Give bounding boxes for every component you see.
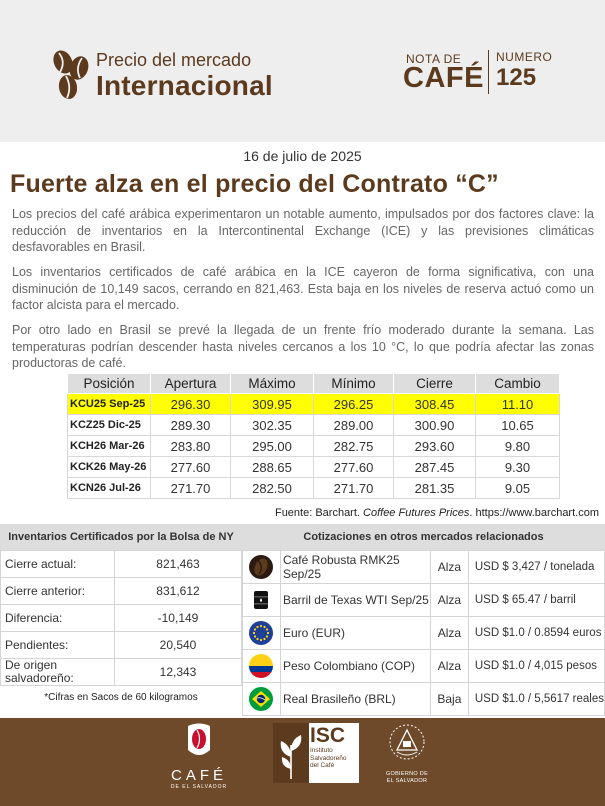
market-name: Peso Colombiano (COP) [280,650,430,683]
inventory-label: Diferencia: [1,605,115,632]
market-name: Euro (EUR) [280,617,430,650]
isc-name-line3: del Café [310,762,335,769]
nota-label: NOTA DE [406,52,462,66]
table-row [243,584,605,617]
eu-flag-icon [249,621,273,645]
gobierno-line1: GOBIERNO DE [385,771,429,777]
inventory-panel [0,524,242,718]
column-header: Apertura [151,374,231,394]
coffee-beans-logo-icon [48,46,92,102]
brand-title-line1: Precio del mercado [96,50,252,70]
column-header: Cierre [394,374,476,394]
market-trend: Alza [430,650,468,683]
table-row [68,394,560,415]
table-cell: 283.80 [151,436,231,457]
market-price: USD $1.0 / 4,015 pesos [468,650,604,683]
brand-title-line2: Internacional [96,70,273,101]
futures-price-table [67,373,560,499]
market-trend: Alza [430,551,468,584]
footer-cafe-text: CAFÉ [170,767,227,784]
cafe-label: CAFÉ [403,62,484,94]
inventory-label: Cierre anterior: [1,578,115,605]
table-cell: 296.25 [314,394,394,415]
paragraph-3: Por otro lado en Brasil se prevé la llegada de un frente frío moderado durante la semana. Las temperaturas podrían descender hasta niveles cercanos a los 10 °C, lo que podría afectar las zonas productoras de café. [12,323,594,370]
source-title: Coffee Futures Prices [363,507,470,519]
inventory-value: 831,612 [115,578,242,605]
coffee-bean-icon [249,555,273,579]
column-header: Cambio [476,374,560,394]
table-cell: 277.60 [314,457,394,478]
position-cell: KCU25 Sep-25 [68,394,151,415]
table-header-row [68,374,560,394]
inventory-value: -10,149 [115,605,242,632]
oil-barrel-icon [249,588,273,612]
table-cell: 289.00 [314,415,394,436]
inventory-label: Cierre actual: [1,551,115,578]
table-cell: 277.60 [151,457,231,478]
isc-name-line2: Salvadoreño [310,754,347,762]
table-cell: 295.00 [231,436,314,457]
market-trend: Alza [430,617,468,650]
table-row [68,415,560,436]
table-row [1,551,242,578]
cafe-bean-mark-icon [184,722,214,760]
inventory-label: Pendientes: [1,632,115,659]
table-row [1,632,242,659]
footer-cafe-subtext: DE EL SALVADOR [170,784,228,790]
table-row [243,617,605,650]
isc-name-line1: Instituto [310,747,333,754]
gobierno-logo [380,722,434,802]
header-divider [488,50,489,94]
paragraph-1: Los precios del café arábica experimentaron un notable aumento, impulsados por dos factores clave: la reducción de inventarios en la Intercontinental Exchange (ICE) y las previsiones climáticas desfavorables en Brasil. [12,207,594,254]
cafe-el-salvador-logo [170,722,228,800]
isc-acronym: ISC [310,724,346,747]
colombia-flag-icon [249,654,273,678]
market-price: USD $1.0 / 0.8594 euros [468,617,604,650]
table-row [243,551,605,584]
table-cell: 9.30 [476,457,560,478]
table-cell: 289.30 [151,415,231,436]
market-price: USD $ 65.47 / barril [468,584,604,617]
inventory-value: 821,463 [115,551,242,578]
table-cell: 9.05 [476,478,560,499]
inventory-value: 20,540 [115,632,242,659]
table-cell: 281.35 [394,478,476,499]
market-name: Barril de Texas WTI Sep/25 [280,584,430,617]
table-row [243,683,605,716]
table-cell: 296.30 [151,394,231,415]
related-markets-panel [242,524,605,718]
table-cell: 282.75 [314,436,394,457]
market-price: USD $1.0 / 5,5617 reales [468,683,604,716]
inventory-label: De origen salvadoreño: [1,659,115,686]
brazil-flag-icon [249,687,273,711]
isc-logo [273,723,359,783]
source-citation [275,507,599,519]
table-row [1,659,242,686]
table-cell: 308.45 [394,394,476,415]
table-cell: 288.65 [231,457,314,478]
table-row [243,650,605,683]
position-cell: KCH26 Mar-26 [68,436,151,457]
paragraph-2: Los inventarios certificados de café arábica en la ICE cayeron de forma significativa, con una disminución de 10,149 sacos, cerrando en 821,463. Esta baja en los niveles de reserva actuó como un factor alcista para el mercado. [12,265,594,312]
issue-number: 125 [496,64,537,91]
table-cell: 10.65 [476,415,560,436]
column-header: Posición [68,374,151,394]
table-cell: 282.50 [231,478,314,499]
table-cell: 293.60 [394,436,476,457]
market-trend: Alza [430,584,468,617]
table-cell: 302.35 [231,415,314,436]
numero-label: NUMERO [496,50,553,64]
national-coat-of-arms-icon [387,722,427,766]
table-cell: 287.45 [394,457,476,478]
gobierno-line2: EL SALVADOR [386,778,428,784]
table-cell: 300.90 [394,415,476,436]
inventory-title: Inventarios Certificados por la Bolsa de NY [0,524,242,550]
market-price: USD $ 3,427 / tonelada [468,551,604,584]
inventory-table [0,550,242,686]
inventory-value: 12,343 [115,659,242,686]
markets-table [242,550,605,716]
table-row [68,478,560,499]
article-date: 16 de julio de 2025 [243,148,362,164]
market-name: Café Robusta RMK25 Sep/25 [280,551,430,584]
table-cell: 271.70 [151,478,231,499]
table-row [1,605,242,632]
table-cell: 309.95 [231,394,314,415]
market-name: Real Brasileño (BRL) [280,683,430,716]
column-header: Mínimo [314,374,394,394]
position-cell: KCN26 Jul-26 [68,478,151,499]
source-url: . https://www.barchart.com [469,507,599,519]
table-row [68,457,560,478]
table-row [1,578,242,605]
table-cell: 9.80 [476,436,560,457]
isc-plant-icon [273,723,309,783]
table-cell: 271.70 [314,478,394,499]
position-cell: KCZ25 Dic-25 [68,415,151,436]
market-trend: Baja [430,683,468,716]
position-cell: KCK26 May-26 [68,457,151,478]
markets-title: Cotizaciones en otros mercados relacionados [242,524,605,550]
footer-banner [0,718,605,806]
source-prefix: Fuente: Barchart. [274,507,364,519]
table-cell: 11.10 [476,394,560,415]
article-headline: Fuerte alza en el precio del Contrato “C” [10,170,499,198]
header-banner [0,0,605,142]
inventory-note: *Cifras en Sacos de 60 kilogramos [44,692,198,703]
table-row [68,436,560,457]
column-header: Máximo [231,374,314,394]
